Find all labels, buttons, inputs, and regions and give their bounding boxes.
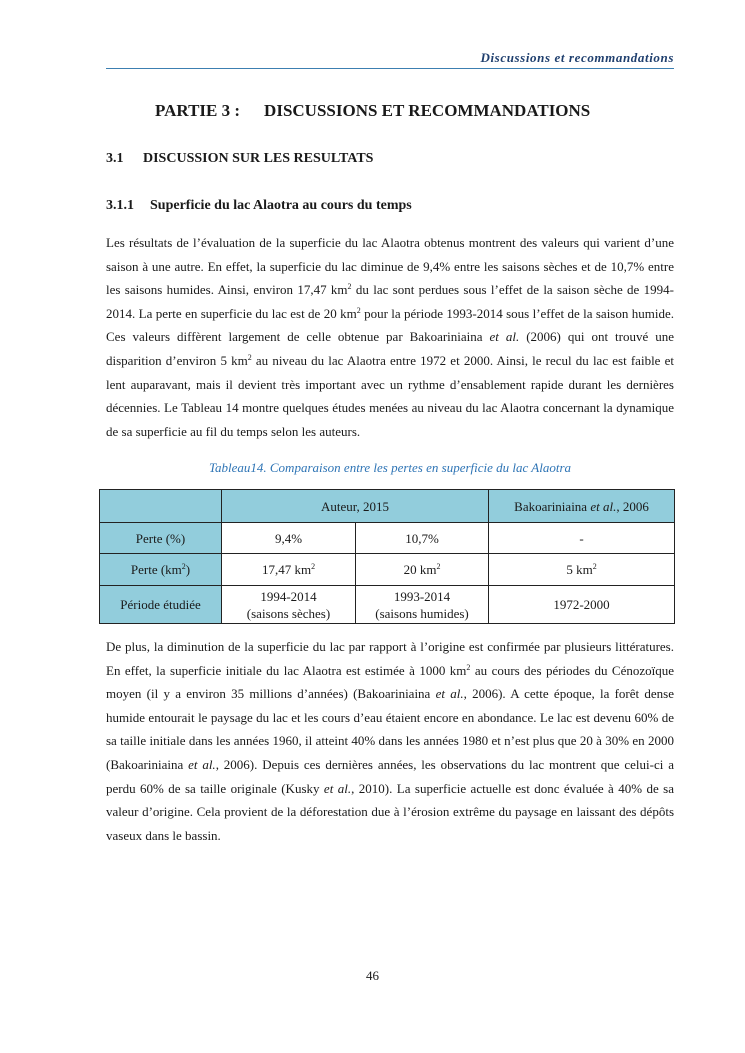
table-cell: 1994-2014 (saisons sèches) bbox=[222, 586, 356, 624]
table-cell: 10,7% bbox=[356, 523, 489, 554]
subsection-heading bbox=[106, 198, 412, 214]
header-author-2006: Bakoariniaina et al., 2006 bbox=[489, 490, 675, 523]
paragraph-results: Les résultats de l’évaluation de la superficie du lac Alaotra obtenus montrent des valeurs qui varient d’une saison à une autre. En effet, la superficie du lac diminue de 9,4% entre les saisons sèches et de 10,7% entre les saisons humides. Ainsi, environ 17,47 $km^2$ du lac sont perdues sous l’effet de la saison sèche de 1994-2014. La perte en superficie du lac est de 20 $km^2$ pour la période 1993-2014 sous l’effet de la saison humide. Ces valeurs diffèrent largement de celle obtenue par Bakoariniaina et al. (2006) qui ont trouvé une disparition d’environ 5 $km^2$ au niveau du lac Alaotra entre 1972 et 2000. Ainsi, le recul du lac est faible et lent auparavant, mais il devient très important avec un rythme d’ensablement rapide durant les dernières décennies. Le Tableau 14 montre quelques études menées au niveau du lac Alaotra concernant la dynamique de sa superficie au fil du temps selon les auteurs. bbox=[106, 235, 674, 439]
part-heading: DISCUSSIONS ET RECOMMANDATIONS bbox=[264, 101, 591, 120]
row-label-perte-km2: Perte $(km^2)$ bbox=[100, 554, 222, 586]
page-number: 46 bbox=[366, 968, 379, 983]
table-row bbox=[100, 523, 675, 554]
table-cell: 20 $km^2$ bbox=[356, 554, 489, 586]
subsection-title: Superficie du lac Alaotra au cours du temps bbox=[150, 198, 412, 213]
section-heading bbox=[106, 151, 373, 167]
table-cell: 5 $km^2$ bbox=[489, 554, 675, 586]
header-empty-cell bbox=[100, 490, 222, 523]
table-cell: 17,47 $km^2$ bbox=[222, 554, 356, 586]
row-label-periode: Période étudiée bbox=[100, 586, 222, 624]
paragraph-literature: De plus, la diminution de la superficie du lac par rapport à l’origine est confirmée par plusieurs littératures. En effet, la superficie initiale du lac Alaotra est estimée à 1000 $km^2$ au cours des périodes du Cénozoïque moyen (il y a environ 35 millions d’années) (Bakoariniaina et al., 2006). A cette époque, la forêt dense humide entourait le paysage du lac et les cours d’eau étaient encore en abondance. Le lac est devenu 60% de sa taille initiale dans les années 1960, il atteint 40% dans les années 1980 et n’est plus que 20 à 30% en 2000 (Bakoariniaina et al., 2006). Depuis ces dernières années, les observations du lac montrent que celui-ci a perdu 60% de sa taille originale (Kusky et al., 2010). La superficie actuelle est donc évaluée à 40% de sa valeur d’origine. Cela provient de la déforestation due à l’érosion extrême du paysage en laissant des dépôts vaseux dans le bassin. bbox=[106, 639, 674, 843]
table-header-row bbox=[100, 490, 675, 523]
header-rule bbox=[106, 68, 674, 69]
part-label: PARTIE 3 : bbox=[155, 101, 241, 120]
table-row bbox=[100, 554, 675, 586]
table-cell: - bbox=[489, 523, 675, 554]
running-header: Discussions et recommandations bbox=[480, 50, 674, 65]
table-caption: Tableau14. Comparaison entre les pertes en superficie du lac Alaotra bbox=[208, 460, 572, 475]
header-author-2015: Auteur, 2015 bbox=[222, 490, 489, 523]
table-cell: 1972-2000 bbox=[489, 586, 675, 624]
section-number: 3.1 bbox=[106, 151, 124, 166]
comparison-table bbox=[99, 489, 675, 624]
table-row bbox=[100, 586, 675, 624]
table-cell: 1993-2014 (saisons humides) bbox=[356, 586, 489, 624]
section-title: DISCUSSION SUR LES RESULTATS bbox=[143, 151, 374, 166]
part-title bbox=[155, 101, 590, 121]
row-label-perte-pct: Perte (%) bbox=[100, 523, 222, 554]
table-cell: 9,4% bbox=[222, 523, 356, 554]
subsection-number: 3.1.1 bbox=[106, 198, 134, 213]
